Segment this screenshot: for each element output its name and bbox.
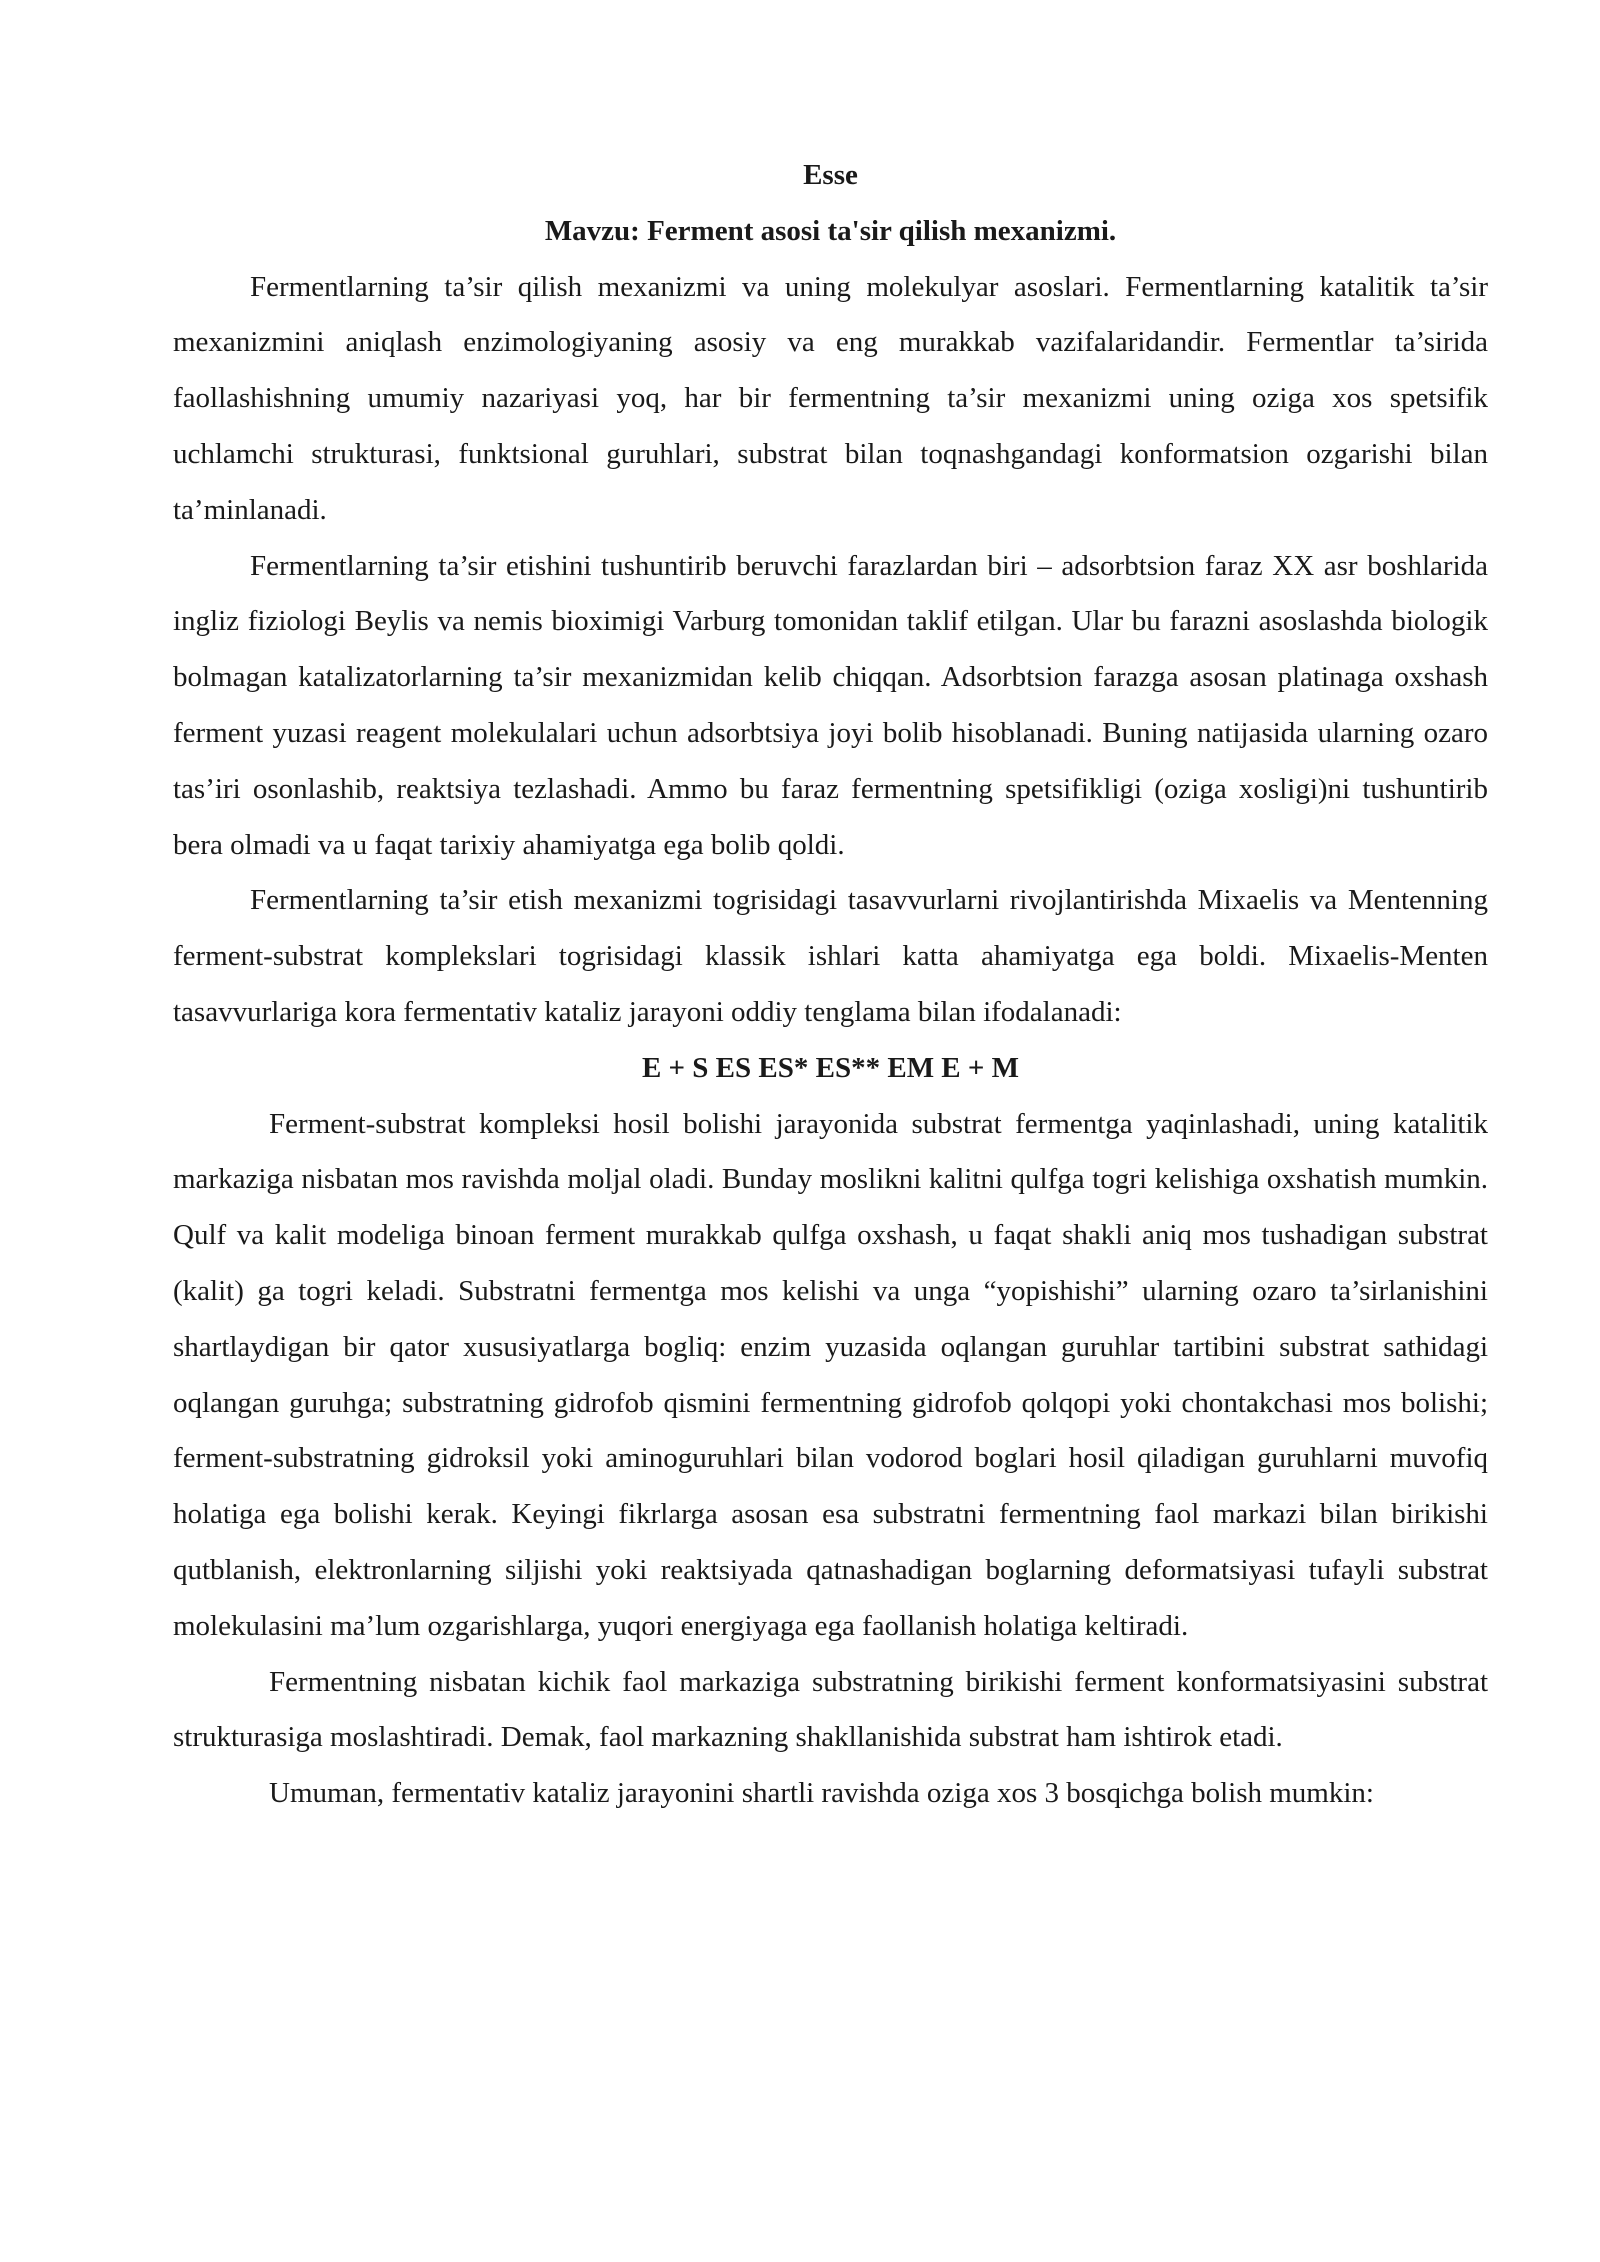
- paragraph-2: Fermentlarning ta’sir etishini tushuntirib beruvchi farazlardan biri – adsorbtsion faraz XX asr boshlarida ingliz fiziologi Beylis va nemis bioximigi Varburg tomonidan taklif etilgan. Ular bu farazni asoslashda biologik bolmagan katalizatorlarning ta’sir mexanizmidan kelib chiqqan. Adsorbtsion farazga asosan platinaga oxshash ferment yuzasi reagent molekulalari uchun adsorbtsiya joyi bolib hisoblanadi. Buning natijasida ularning ozaro tas’iri osonlashib, reaktsiya tezlashadi. Ammo bu faraz fermentning spetsifikligi (oziga xosligi)ni tushuntirib bera olmadi va u faqat tarixiy ahamiyatga ega bolib qoldi.: [173, 549, 1488, 861]
- document-title: Esse: [803, 159, 858, 191]
- paragraph-6: Umuman, fermentativ kataliz jarayonini shartli ravishda oziga xos 3 bosqichga bolish mumkin:: [269, 1777, 1374, 1810]
- paragraph-3: Fermentlarning ta’sir etish mexanizmi togrisidagi tasavvurlarni rivojlantirishda Mixaelis va Mentenning ferment-substrat komplekslari togrisidagi klassik ishlari katta ahamiyatga ega boldi. Mixaelis-Menten tasavvurlariga kora fermentativ kataliz jarayoni oddiy tenglama bilan ifodalanadi:: [173, 884, 1488, 1028]
- paragraph-4: Ferment-substrat kompleksi hosil bolishi jarayonida substrat fermentga yaqinlashadi, uning katalitik markaziga nisbatan mos ravishda moljal oladi. Bunday moslikni kalitni qulfga togri kelishiga oxshatish mumkin. Qulf va kalit modeliga binoan ferment murakkab qulfga oxshash, u faqat shakli aniq mos tushadigan substrat (kalit) ga togri keladi. Substratni fermentga mos kelishi va unga “yopishishi” ularning ozaro ta’sirlanishini shartlaydigan bir qator xususiyatlarga bogliq: enzim yuzasida oqlangan guruhlar tartibini substrat sathidagi oqlangan guruhga; substratning gidrofob qismini fermentning gidrofob qolqopi yoki chontakchasi mos bolishi; ferment-substratning gidroksil yoki aminoguruhlari bilan vodorod boglari hosil qiladigan guruhlarni muvofiq holatiga ega bolishi kerak. Keyingi fikrlarga asosan esa substratni fermentning faol markazi bilan birikishi qutblanish, elektronlarning siljishi yoki reaktsiyada qatnashadigan boglarning deformatsiyasi tufayli substrat molekulasini ma’lum ozgarishlarga, yuqori energiyaga ega faollanish holatiga keltiradi.: [173, 1107, 1488, 1642]
- paragraph-5: Fermentning nisbatan kichik faol markaziga substratning birikishi ferment konformatsiyasini substrat strukturasiga moslashtiradi. Demak, faol markazning shakllanishida substrat ham ishtirok etadi.: [173, 1665, 1488, 1754]
- document-page: [173, 148, 1488, 1822]
- document-subtitle: Mavzu: Ferment asosi ta'sir qilish mexanizmi.: [544, 214, 1117, 247]
- equation: E + S ES ES* ES** EM E + M: [641, 1051, 1020, 1084]
- paragraph-1: Fermentlarning ta’sir qilish mexanizmi va uning molekulyar asoslari. Fermentlarning katalitik ta’sir mexanizmini aniqlash enzimologiyaning asosiy va eng murakkab vazifalaridandir. Fermentlar ta’sirida faollashishning umumiy nazariyasi yoq, har bir fermentning ta’sir mexanizmi uning oziga xos spetsifik uchlamchi strukturasi, funktsional guruhlari, substrat bilan toqnashgandagi konformatsion ozgarishi bilan ta’minlanadi.: [173, 270, 1488, 526]
